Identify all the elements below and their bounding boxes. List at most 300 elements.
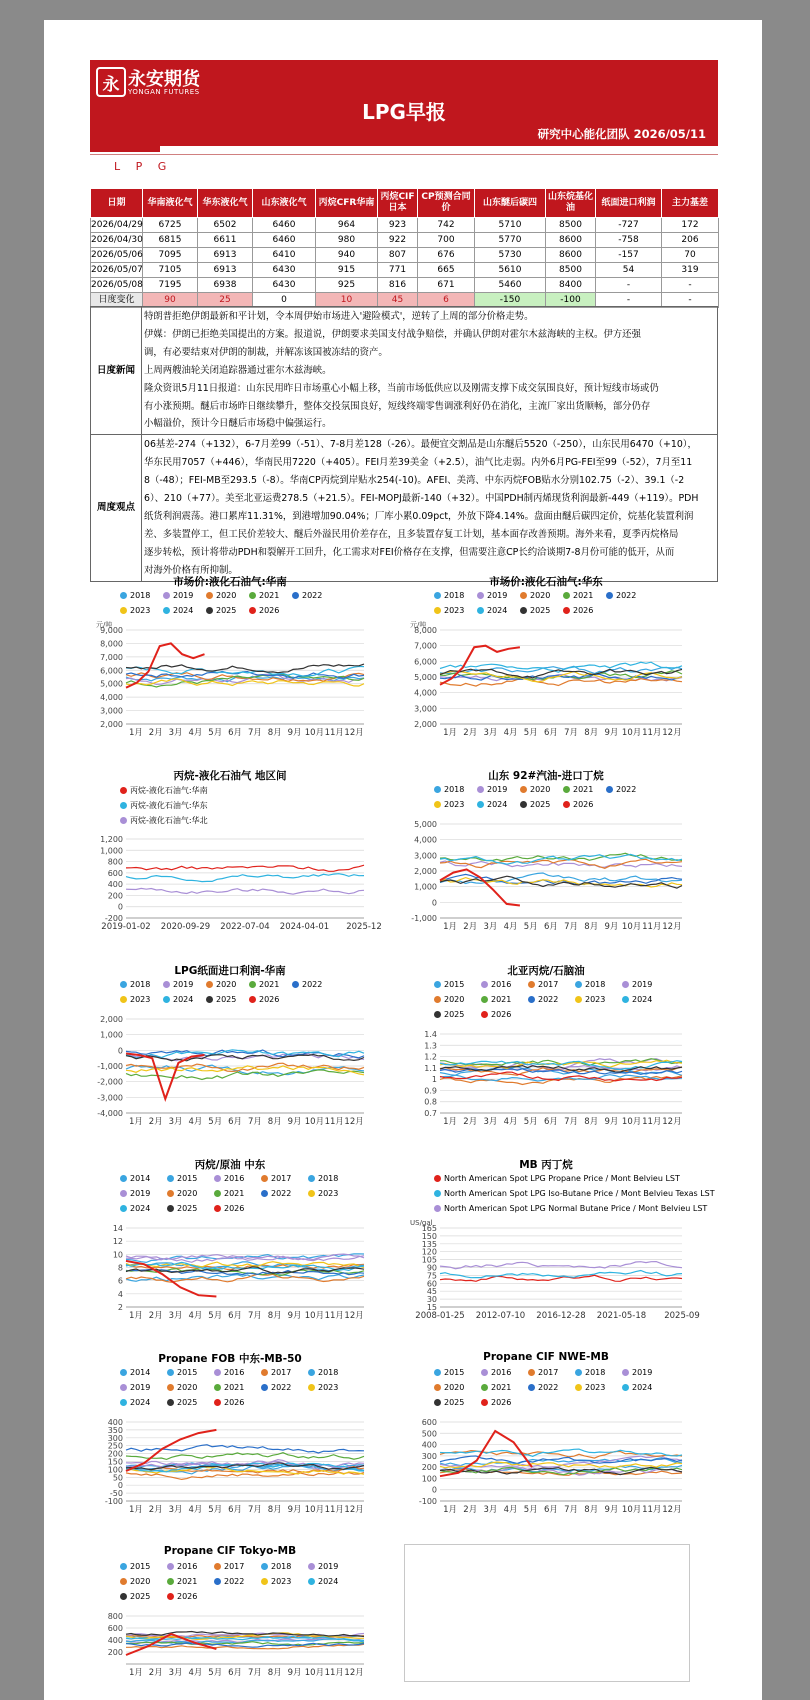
legend-label: 2020 — [444, 995, 465, 1004]
legend-item — [120, 980, 150, 989]
column-header: 华东液化气 — [198, 189, 253, 218]
series-line — [126, 1472, 364, 1479]
text-line: 有小涨预期。醚后市场昨日继续攀升，整体交投氛围良好，短线终端零售调涨利好仍在消化，主流厂家出货顺畅，部分仍存 — [144, 400, 651, 412]
y-tick-label: 7,000 — [100, 652, 123, 662]
legend-item — [167, 1562, 197, 1571]
x-tick-label: 3月 — [168, 1117, 183, 1127]
legend-swatch — [163, 981, 170, 988]
x-tick-label: 9月 — [287, 1668, 302, 1678]
legend-swatch — [481, 1399, 488, 1406]
legend-label: 2026 — [177, 1592, 198, 1601]
legend-item — [434, 1368, 464, 1377]
x-tick-label: 10月 — [621, 922, 642, 932]
legend-label: 2026 — [573, 606, 594, 615]
legend-item — [163, 606, 193, 615]
legend-label: 2024 — [130, 1204, 151, 1213]
y-tick-label: -1,000 — [411, 914, 437, 923]
chart-plot — [418, 1418, 682, 1519]
legend-item — [606, 785, 636, 794]
legend-item — [308, 1383, 338, 1392]
table-row — [91, 278, 719, 293]
legend-swatch — [214, 1190, 221, 1197]
x-tick-label: 6月 — [543, 922, 558, 932]
legend-swatch — [520, 607, 527, 614]
table-cell: 5730 — [475, 248, 546, 263]
y-tick-label: 0 — [117, 1046, 123, 1056]
weekly-view-text — [142, 435, 718, 581]
legend-swatch — [622, 1384, 629, 1391]
table-cell: 922 — [378, 233, 418, 248]
legend-item — [167, 1174, 197, 1183]
legend-item — [167, 1577, 197, 1586]
text-line: 8（-48）；FEI-MB至293.5（-8）。华南CP丙烷到岸贴水254(-10)。AFEI、美湾、中东丙烷FOB贴水分别102.75（-2）、39.1（-2 — [144, 475, 685, 487]
series-line — [126, 874, 364, 882]
legend-swatch — [120, 1593, 127, 1600]
legend-swatch — [622, 996, 629, 1003]
legend-swatch — [167, 1175, 174, 1182]
y-tick-label: 2,000 — [414, 720, 437, 729]
legend-swatch — [481, 1369, 488, 1376]
legend-swatch — [261, 1175, 268, 1182]
table-cell: 8600 — [546, 233, 596, 248]
report-header — [90, 60, 718, 146]
legend-swatch — [214, 1399, 221, 1406]
column-header: 山东液化气 — [253, 189, 316, 218]
y-tick-label: 200 — [107, 891, 123, 901]
legend-label: 2024 — [173, 606, 194, 615]
y-tick-label: 1.2 — [424, 1052, 437, 1062]
legend-label: 2020 — [530, 591, 551, 600]
legend-item — [575, 980, 605, 989]
legend-label: 2023 — [318, 1383, 339, 1392]
x-tick-label: 12月 — [662, 1505, 682, 1515]
legend-label: 2019 — [487, 785, 508, 794]
x-tick-label: 8月 — [584, 1117, 599, 1127]
y-tick-label: 800 — [107, 1612, 123, 1621]
y-tick-label: 3,000 — [414, 704, 437, 714]
x-tick-label: 6月 — [543, 1505, 558, 1515]
y-tick-label: 4,000 — [414, 688, 437, 698]
legend-label: 2019 — [632, 980, 653, 989]
legend-label: 2018 — [130, 591, 151, 600]
y-tick-label: 45 — [426, 1287, 437, 1297]
legend-swatch — [249, 607, 256, 614]
daily-news-label: 日度新闻 — [91, 307, 142, 435]
x-tick-label: 4月 — [188, 1311, 203, 1321]
y-tick-label: 8,000 — [100, 639, 123, 649]
legend-label: 2022 — [538, 995, 559, 1004]
table-cell: 7105 — [143, 263, 198, 278]
legend-swatch — [120, 802, 127, 809]
legend-swatch — [167, 1369, 174, 1376]
legend-swatch — [606, 592, 613, 599]
legend-swatch — [163, 996, 170, 1003]
legend-item — [261, 1577, 291, 1586]
x-tick-label: 2月 — [148, 1117, 163, 1127]
x-tick-label: 4月 — [188, 728, 203, 738]
legend-swatch — [214, 1384, 221, 1391]
x-tick-label: 3月 — [168, 728, 183, 738]
chart-title: MB 丙丁烷 — [519, 1159, 573, 1171]
legend-item — [214, 1398, 244, 1407]
legend-label: 2021 — [224, 1383, 245, 1392]
legend-swatch — [120, 592, 127, 599]
y-tick-label: 6 — [117, 1276, 123, 1286]
legend-item — [167, 1368, 197, 1377]
legend-item — [249, 995, 279, 1004]
legend-label: 2017 — [271, 1174, 292, 1183]
legend-label: 2019 — [318, 1562, 339, 1571]
x-tick-label: 9月 — [604, 728, 619, 738]
table-cell: 6430 — [253, 278, 316, 293]
table-cell: 5460 — [475, 278, 546, 293]
legend-swatch — [163, 592, 170, 599]
legend-item — [261, 1562, 291, 1571]
x-tick-label: 3月 — [483, 1505, 498, 1515]
y-tick-label: 600 — [421, 1418, 437, 1427]
legend-label: 2018 — [444, 785, 465, 794]
legend-item — [434, 995, 464, 1004]
x-tick-label: 8月 — [584, 728, 599, 738]
table-cell: 980 — [316, 233, 378, 248]
table-cell: 6611 — [198, 233, 253, 248]
legend-swatch — [120, 1190, 127, 1197]
x-tick-label: 12月 — [344, 1117, 364, 1127]
legend-label: 2019 — [632, 1368, 653, 1377]
legend-item — [120, 1174, 150, 1183]
legend-swatch — [477, 801, 484, 808]
legend-item — [120, 1562, 150, 1571]
y-tick-label: 300 — [421, 1451, 437, 1461]
legend-label: 2023 — [271, 1577, 292, 1586]
legend-swatch — [434, 1011, 441, 1018]
legend-swatch — [167, 1399, 174, 1406]
y-tick-label: 1.3 — [424, 1041, 437, 1051]
y-tick-label: 200 — [107, 1648, 123, 1657]
legend-label: 2016 — [224, 1174, 245, 1183]
legend-swatch — [261, 1563, 268, 1570]
legend-label: 2020 — [444, 1383, 465, 1392]
x-tick-label: 12月 — [344, 1311, 364, 1321]
text-line: 逐步转松，预计将带动PDH和裂解开工回升，化工需求对FEI价格存在支撑，但需要注意CP长约洽谈期7-8月份可能的低开，从而 — [144, 546, 675, 558]
legend-item — [481, 980, 511, 989]
legend-swatch — [481, 981, 488, 988]
legend-swatch — [481, 1384, 488, 1391]
legend-item — [575, 1383, 605, 1392]
legend-item — [292, 980, 322, 989]
legend-item — [528, 1368, 558, 1377]
legend-swatch — [120, 1175, 127, 1182]
legend-item — [163, 980, 193, 989]
legend-item — [120, 1368, 150, 1377]
x-tick-label: 10月 — [304, 1505, 325, 1515]
legend-item — [563, 800, 593, 809]
x-tick-label: 8月 — [267, 1505, 282, 1515]
x-tick-label: 7月 — [247, 1505, 262, 1515]
x-tick-label: 7月 — [247, 1117, 262, 1127]
x-tick-label: 10月 — [304, 1668, 325, 1678]
legend-label: 2020 — [130, 1577, 151, 1586]
legend-swatch — [120, 1384, 127, 1391]
column-header: 山东烷基化油 — [546, 189, 596, 218]
y-tick-label: 400 — [421, 1440, 437, 1450]
column-header: 纸面进口利润 — [596, 189, 662, 218]
x-tick-label: 12月 — [344, 1668, 364, 1678]
series-line — [440, 869, 520, 905]
legend-label: 2024 — [632, 1383, 653, 1392]
y-tick-label: 14 — [112, 1224, 123, 1233]
legend-label: 2024 — [487, 606, 508, 615]
x-tick-label: 10月 — [304, 1311, 325, 1321]
legend-item — [214, 1189, 244, 1198]
y-tick-label: -100 — [418, 1497, 437, 1506]
text-line: 差、多装置停工，但工民价差较大、醚后外溢民用价差存在，且多装置存复工计划，基本面存改善预期。海外来看，夏季丙烷格局 — [144, 528, 679, 540]
legend-swatch — [477, 592, 484, 599]
legend-label: 2023 — [444, 606, 465, 615]
x-tick-label: 2019-01-02 — [101, 922, 151, 932]
x-tick-label: 10月 — [621, 728, 642, 738]
change-label: 日度变化 — [91, 293, 143, 308]
x-tick-label: 1月 — [128, 1117, 143, 1127]
y-tick-label: 800 — [107, 857, 123, 867]
legend-item — [477, 785, 507, 794]
legend-swatch — [520, 592, 527, 599]
legend-swatch — [206, 996, 213, 1003]
legend-swatch — [249, 996, 256, 1003]
text-line: 调，有必要结束对伊朗的制裁，并解冻该国被冻结的资产。 — [144, 346, 388, 358]
x-tick-label: 5月 — [208, 1668, 223, 1678]
x-tick-label: 11月 — [324, 728, 344, 738]
legend-swatch — [167, 1563, 174, 1570]
legend-swatch — [434, 786, 441, 793]
legend-swatch — [477, 607, 484, 614]
legend-label: 2022 — [302, 980, 323, 989]
y-tick-label: 60 — [426, 1279, 437, 1289]
y-tick-label: 1,000 — [414, 882, 437, 892]
legend-swatch — [434, 1190, 441, 1197]
y-tick-label: -2,000 — [97, 1077, 123, 1087]
column-header: 华南液化气 — [143, 189, 198, 218]
legend-swatch — [575, 1369, 582, 1376]
y-tick-label: 200 — [421, 1463, 437, 1473]
x-tick-label: 3月 — [168, 1668, 183, 1678]
y-tick-label: 0 — [431, 1485, 437, 1495]
table-cell: 940 — [316, 248, 378, 263]
x-tick-label: 4月 — [503, 1117, 518, 1127]
legend-swatch — [249, 981, 256, 988]
x-tick-label: 7月 — [564, 922, 579, 932]
legend-swatch — [575, 996, 582, 1003]
legend-swatch — [477, 786, 484, 793]
legend-item — [477, 800, 507, 809]
series-line — [126, 888, 364, 894]
x-tick-label: 2月 — [148, 728, 163, 738]
table-cell: 6502 — [198, 218, 253, 233]
y-tick-label: 1 — [431, 1075, 437, 1085]
legend-label: 2021 — [259, 591, 280, 600]
legend-item — [163, 995, 193, 1004]
text-line: 特朗普拒绝伊朗最新和平计划，令本周伊始市场进入'避险模式'，逆转了上周的部分价格走势。 — [144, 311, 534, 322]
legend-item — [520, 800, 550, 809]
x-tick-label: 4月 — [503, 922, 518, 932]
y-tick-label: 75 — [426, 1271, 437, 1281]
legend-item — [120, 1383, 150, 1392]
x-tick-label: 11月 — [324, 1117, 344, 1127]
weekly-view-label: 周度观点 — [91, 435, 142, 581]
legend-label: 2021 — [491, 1383, 512, 1392]
legend-item — [308, 1368, 338, 1377]
chart-plot — [97, 1015, 364, 1131]
legend-label: 2025 — [530, 800, 551, 809]
legend-label: 2015 — [444, 980, 465, 989]
table-cell: 6460 — [253, 233, 316, 248]
legend-label: 2016 — [177, 1562, 198, 1571]
y-tick-label: 0.8 — [424, 1097, 437, 1107]
legend-label: 2020 — [530, 785, 551, 794]
x-tick-label: 2月 — [463, 728, 478, 738]
legend-swatch — [520, 786, 527, 793]
x-tick-label: 2月 — [463, 922, 478, 932]
legend-label: 2025 — [216, 606, 237, 615]
legend-item — [120, 1204, 150, 1213]
x-tick-label: 9月 — [604, 1505, 619, 1515]
legend-swatch — [120, 1578, 127, 1585]
legend-swatch — [261, 1384, 268, 1391]
y-axis-label: 元/吨 — [96, 621, 113, 629]
legend-swatch — [434, 1205, 441, 1212]
legend-item — [120, 1592, 150, 1601]
table-cell: -157 — [596, 248, 662, 263]
legend-label: 2018 — [585, 1368, 606, 1377]
y-tick-label: 400 — [107, 1636, 123, 1645]
legend-label: 丙烷-液化石油气:华北 — [130, 816, 208, 825]
x-tick-label: 8月 — [584, 922, 599, 932]
y-tick-label: 10 — [112, 1250, 123, 1260]
legend-swatch — [528, 1369, 535, 1376]
legend-item — [206, 980, 236, 989]
table-cell: 6410 — [253, 248, 316, 263]
y-tick-label: 3,000 — [414, 851, 437, 861]
chart-title: 山东 92#汽油-进口丁烷 — [488, 770, 604, 782]
legend-swatch — [261, 1369, 268, 1376]
x-tick-label: 5月 — [523, 728, 538, 738]
y-tick-label: 1,000 — [100, 1030, 123, 1040]
legend-item — [206, 606, 236, 615]
legend-swatch — [167, 1593, 174, 1600]
x-tick-label: 3月 — [168, 1311, 183, 1321]
y-tick-label: 0 — [117, 902, 123, 912]
table-cell: 54 — [596, 263, 662, 278]
x-tick-label: 11月 — [324, 1668, 344, 1678]
legend-label: 2026 — [259, 606, 280, 615]
legend-label: 2021 — [259, 980, 280, 989]
chart-title: 市场价:液化石油气:华东 — [489, 576, 603, 588]
change-cell: - — [596, 293, 662, 308]
legend-swatch — [434, 1384, 441, 1391]
table-row — [91, 233, 719, 248]
legend-swatch — [214, 1175, 221, 1182]
legend-label: 2026 — [573, 800, 594, 809]
legend-label: 2023 — [585, 995, 606, 1004]
legend-item — [167, 1383, 197, 1392]
legend-item — [308, 1577, 338, 1586]
y-tick-label: 135 — [421, 1239, 437, 1249]
column-header: 日期 — [91, 189, 143, 218]
table-cell: -727 — [596, 218, 662, 233]
legend-swatch — [563, 607, 570, 614]
x-tick-label: 7月 — [247, 1311, 262, 1321]
column-header: 丙烷CFR华南 — [316, 189, 378, 218]
x-tick-label: 2025-09 — [664, 1311, 700, 1321]
legend-label: 2020 — [216, 591, 237, 600]
y-tick-label: 4,000 — [100, 693, 123, 703]
x-tick-label: 4月 — [188, 1117, 203, 1127]
y-tick-label: 4,000 — [414, 835, 437, 845]
legend-label: 2016 — [224, 1368, 245, 1377]
y-tick-label: -3,000 — [97, 1093, 123, 1103]
x-tick-label: 10月 — [304, 728, 325, 738]
legend-item — [249, 591, 279, 600]
legend-label: 2021 — [573, 785, 594, 794]
legend-label: 2018 — [444, 591, 465, 600]
legend-item — [528, 1383, 558, 1392]
legend-item — [261, 1174, 291, 1183]
section-label: L P G — [114, 160, 173, 173]
x-tick-label: 4月 — [188, 1668, 203, 1678]
text-line: 纸货利润震荡。港口累库11.31%，到港增加90.04%；厂库小累0.09pct，外放下降4.14%。盘面由醚后碳四定价，烷基化装置利润 — [144, 510, 694, 522]
y-tick-label: 0 — [117, 1481, 123, 1491]
table-cell: 5770 — [475, 233, 546, 248]
legend-swatch — [308, 1563, 315, 1570]
legend-swatch — [622, 981, 629, 988]
legend-item — [622, 995, 652, 1004]
legend-label: 2022 — [616, 591, 637, 600]
table-cell: 671 — [418, 278, 475, 293]
x-tick-label: 2021-05-18 — [596, 1311, 647, 1321]
legend-label: 丙烷-液化石油气:华东 — [130, 801, 208, 810]
legend-label: 2021 — [491, 995, 512, 1004]
legend-swatch — [214, 1205, 221, 1212]
x-tick-label: 7月 — [247, 1668, 262, 1678]
legend-swatch — [308, 1384, 315, 1391]
legend-swatch — [528, 1384, 535, 1391]
daily-news-text — [142, 307, 718, 435]
y-axis-label: 元/吨 — [410, 621, 427, 629]
chart-title: 丙烷-液化石油气 地区间 — [173, 770, 287, 782]
legend-item — [214, 1383, 244, 1392]
y-tick-label: 100 — [421, 1474, 437, 1484]
legend-label: 2018 — [585, 980, 606, 989]
y-tick-label: 105 — [421, 1255, 437, 1265]
legend-item — [563, 606, 593, 615]
legend-swatch — [206, 981, 213, 988]
x-tick-label: 7月 — [564, 728, 579, 738]
legend-item — [481, 995, 511, 1004]
legend-label: 2017 — [271, 1368, 292, 1377]
table-cell: 8500 — [546, 263, 596, 278]
legend-label: 2025 — [177, 1204, 198, 1213]
legend-item — [481, 1398, 511, 1407]
legend-item — [520, 591, 550, 600]
legend-swatch — [120, 1563, 127, 1570]
table-cell: -758 — [596, 233, 662, 248]
table-row — [91, 263, 719, 278]
legend-label: 2019 — [173, 980, 194, 989]
x-tick-label: 11月 — [642, 1117, 662, 1127]
legend-swatch — [292, 592, 299, 599]
table-cell: 816 — [378, 278, 418, 293]
x-tick-label: 9月 — [287, 728, 302, 738]
